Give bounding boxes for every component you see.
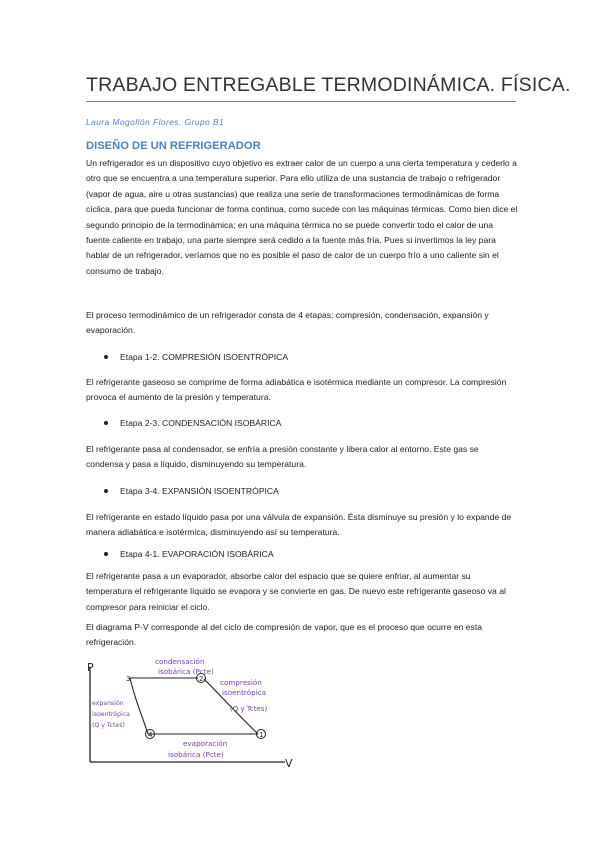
expansion-label-2: isoentrópica: [92, 711, 130, 718]
expansion-curve: [130, 678, 148, 734]
condensation-label-2: isobárica (Pcte): [158, 667, 214, 676]
paragraph-stage-2: El refrigerante pasa al condensador, se enfría a presión constante y libera calor al entorno. Este gas se condensa y pasa a líquido, disminuyendo su temperatura.: [86, 444, 479, 470]
point-2-label: 2: [199, 675, 204, 683]
stage-item-4: [104, 547, 274, 561]
paragraph-intro: Un refrigerador es un dispositivo cuyo objetivo es extraer calor de un cuerpo a una cierta temperatura y cederlo a otro que se encuentra a una temperatura superior. Para ello utiliza de una sustancia de trabajo o refrigerador (vapor de agua, aire u otras sustancias) que realiza una serie de transformaciones termodinámicas de forma cíclica, para que pueda funcionar de forma continua, como sucede con las máquinas térmicas. Como bien dice el segundo principio de la termodinámica; en una máquina térmica no se puede convertir todo el calor de una fuente caliente en trabajo, una parte siempre será cedido a la fuente más fría. Pues si invertimos la ley para hablar de un refrigerador, veríamos que no es posible el paso de calor de un cuerpo frío a uno caliente sin el consumo de trabajo.: [86, 158, 518, 276]
p-axis-label: P: [87, 661, 94, 674]
bullet-icon: [104, 421, 108, 425]
bullet-icon: [104, 355, 108, 359]
title-divider: [86, 101, 516, 102]
v-axis-label: V: [285, 757, 293, 770]
compression-label-1: compresión: [220, 678, 262, 687]
condensation-label-1: condensación: [155, 657, 205, 666]
paragraph-stage-4: El refrigerante pasa a un evaporador, absorbe calor del espacio que se quiere enfriar, al aumentar su temperatura el refrigerante líquido se evapora y se convierte en gas. De nuevo este refrigerante gaseoso va al compresor para reiniciar el ciclo.: [86, 571, 506, 612]
stage-item-1: [104, 350, 288, 364]
stage-label: Etapa 1-2. COMPRESIÓN ISOENTRÓPICA: [120, 352, 289, 362]
expansion-label-1: expansión: [92, 700, 124, 707]
paragraph-stages-intro: El proceso termodinámico de un refrigerador consta de 4 etapas: compresión, condensación, expansión y evaporación.: [86, 310, 489, 336]
bullet-icon: [104, 552, 108, 556]
paragraph-diagram-intro: El diagrama P-V corresponde al del ciclo de compresión de vapor, que es el proceso que ocurre en esta refrigeración.: [86, 622, 483, 648]
paragraph-stage-3: El refrigerante en estado líquido pasa por una válvula de expansión. Ésta disminuye su presión y lo expande de manera adiabática e isotérmica, disminuyendo así su temperatura.: [86, 512, 512, 538]
section-heading: DISEÑO DE UN REFRIGERADOR: [86, 140, 261, 152]
expansion-label-3: (Q y Tctes): [92, 722, 125, 729]
stage-label: Etapa 3-4. EXPANSIÓN ISOENTRÓPICA: [120, 486, 279, 496]
evaporation-label-2: isobárica (Pcte): [168, 750, 224, 759]
point-4-label: 4: [148, 731, 153, 739]
compression-label-2: isoentrópica: [222, 688, 267, 697]
point-3-label: 3: [126, 675, 131, 683]
document-title: TRABAJO ENTREGABLE TERMODINÁMICA. FÍSICA.: [86, 74, 571, 96]
stage-label: Etapa 2-3. CONDENSACIÓN ISOBÁRICA: [120, 418, 282, 428]
point-1-label: 1: [259, 731, 264, 739]
paragraph-stage-1: El refrigerante gaseoso se comprime de forma adiabática e isotérmica mediante un compresor. La compresión provoca el aumento de la presión y temperatura.: [86, 377, 507, 403]
stage-item-3: [104, 484, 279, 498]
stage-item-2: [104, 416, 281, 430]
bullet-icon: [104, 489, 108, 493]
author-line: Laura Mogollón Flores. Grupo B1: [86, 117, 225, 127]
stage-label: Etapa 4-1. EVAPORACIÓN ISOBÁRICA: [120, 549, 274, 559]
evaporation-label-1: evaporación: [183, 739, 228, 748]
compression-label-3: (Q y Tctes): [230, 705, 268, 713]
pv-diagram: [80, 655, 310, 770]
